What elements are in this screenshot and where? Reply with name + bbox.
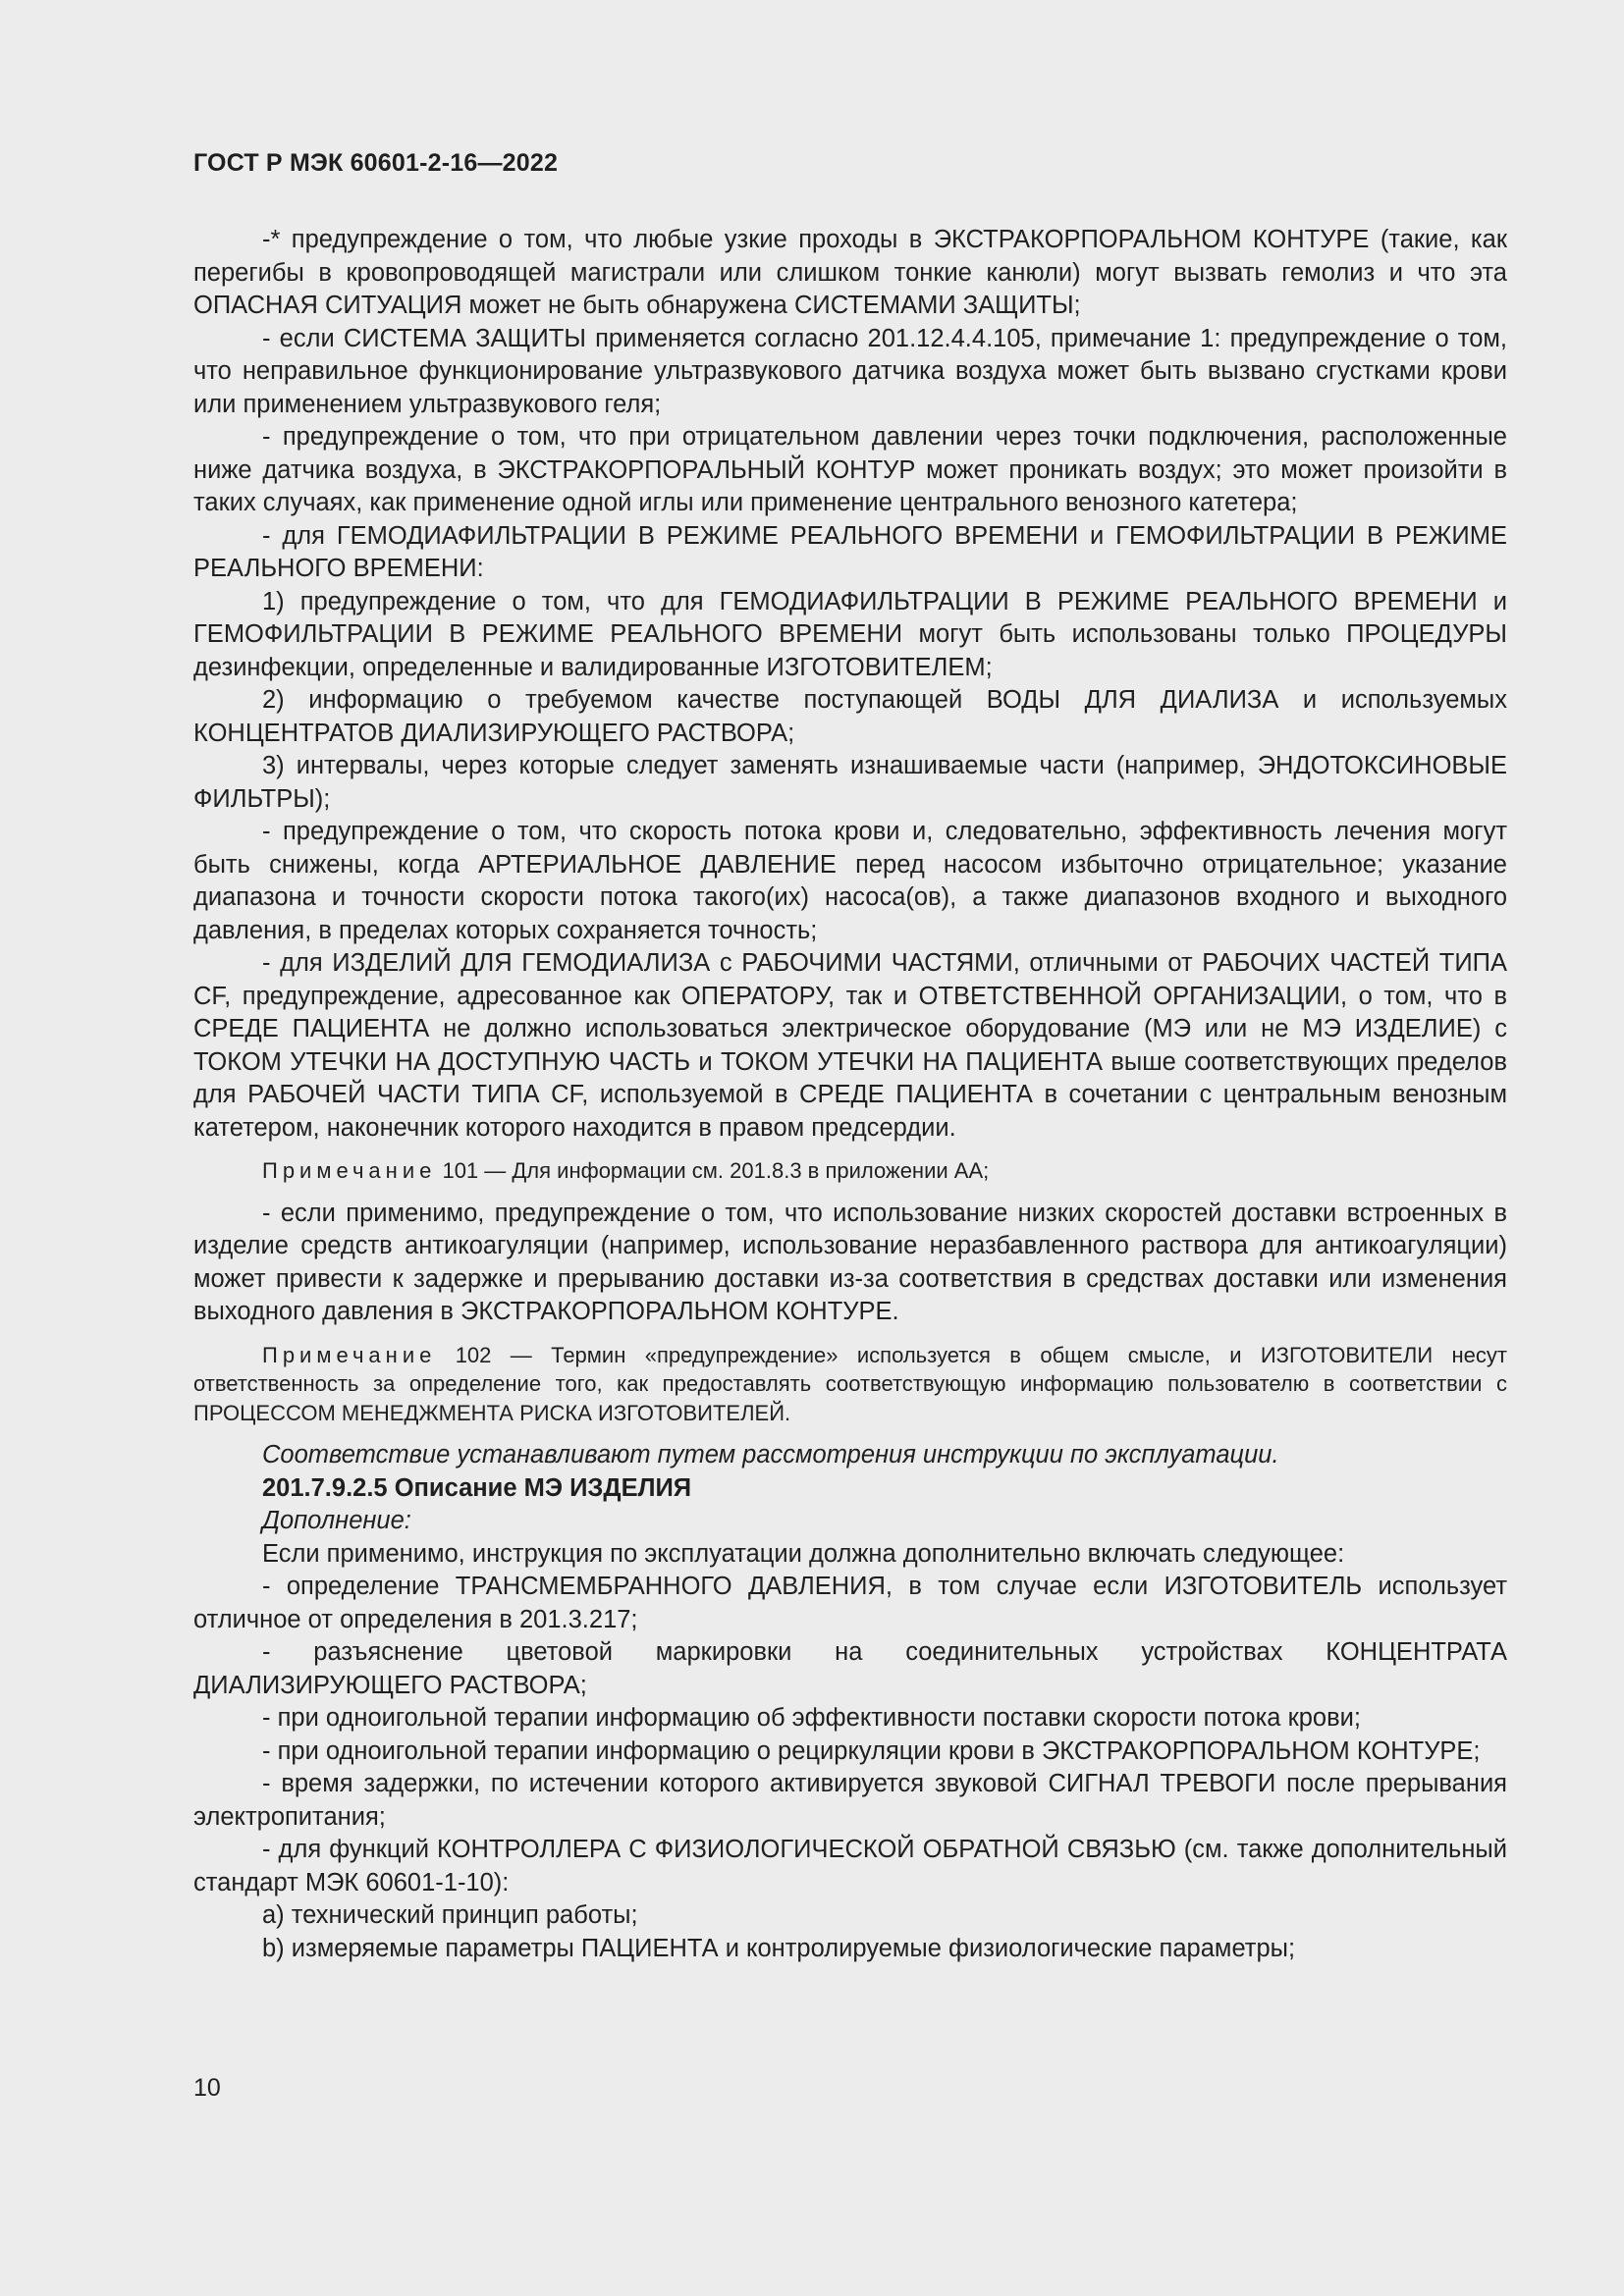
- note-102: [193, 1341, 1507, 1428]
- list-item: - при одноигольной терапии информацию о рециркуляции крови в ЭКСТРАКОРПОРАЛЬНОМ КОНТУРЕ;: [262, 1736, 1481, 1765]
- page-number: 10: [193, 2074, 221, 2102]
- list-item: - разъяснение цветовой маркировки на соединительных устройствах КОНЦЕНТРАТА ДИАЛИЗИРУЮЩЕГО РАСТВОРА;: [193, 1638, 1507, 1699]
- addition-label: Дополнение:: [262, 1507, 411, 1534]
- note-101: [193, 1156, 1507, 1186]
- paragraph: 2) информацию о требуемом качестве поступающей ВОДЫ ДЛЯ ДИАЛИЗА и используемых КОНЦЕНТРАТОВ ДИАЛИЗИРУЮЩЕГО РАСТВОРА;: [193, 686, 1507, 747]
- note-label: Примечание: [262, 1158, 437, 1183]
- intro-paragraph: Если применимо, инструкция по эксплуатации должна дополнительно включать следующее:: [262, 1539, 1345, 1568]
- paragraph: 3) интервалы, через которые следует заменять изнашиваемые части (например, ЭНДОТОКСИНОВЫЕ ФИЛЬТРЫ);: [193, 752, 1507, 813]
- list-item: b) измеряемые параметры ПАЦИЕНТА и контролируемые физиологические параметры;: [262, 1934, 1296, 1962]
- note-label: Примечание: [262, 1342, 437, 1367]
- list-item: a) технический принцип работы;: [262, 1901, 638, 1929]
- compliance-statement: Соответствие устанавливают путем рассмотрения инструкции по эксплуатации.: [262, 1441, 1279, 1468]
- note-text: 101 — Для информации см. 201.8.3 в приложении АА;: [436, 1158, 990, 1183]
- paragraph: -* предупреждение о том, что любые узкие проходы в ЭКСТРАКОРПОРАЛЬНОМ КОНТУРЕ (такие, как перегибы в кровопроводящей магистрали или слишком тонкие канюли) могут вызвать гемолиз и что эта ОПАСНАЯ СИТУАЦИЯ может не быть обнаружена СИСТЕМАМИ ЗАЩИТЫ;: [193, 226, 1507, 319]
- section-heading: 201.7.9.2.5 Описание МЭ ИЗДЕЛИЯ: [262, 1473, 692, 1502]
- paragraph: - для ГЕМОДИАФИЛЬТРАЦИИ В РЕЖИМЕ РЕАЛЬНОГО ВРЕМЕНИ и ГЕМОФИЛЬТРАЦИИ В РЕЖИМЕ РЕАЛЬНОГО ВРЕМЕНИ:: [193, 521, 1507, 582]
- list-item: - время задержки, по истечении которого активируется звуковой СИГНАЛ ТРЕВОГИ после прерывания электропитания;: [193, 1770, 1507, 1831]
- list-item: - определение ТРАНСМЕМБРАННОГО ДАВЛЕНИЯ, в том случае если ИЗГОТОВИТЕЛЬ использует отличное от определения в 201.3.217;: [193, 1573, 1507, 1633]
- page-body: [193, 224, 1507, 1965]
- paragraph: - для ИЗДЕЛИЙ ДЛЯ ГЕМОДИАЛИЗА с РАБОЧИМИ ЧАСТЯМИ, отличными от РАБОЧИХ ЧАСТЕЙ ТИПА CF, предупреждение, адресованное как ОПЕРАТОРУ, так и ОТВЕТСТВЕННОЙ ОРГАНИЗАЦИИ, о том, что в СРЕДЕ ПАЦИЕНТА не должно использоваться электрическое оборудование (МЭ или не МЭ ИЗДЕЛИЕ) с ТОКОМ УТЕЧКИ НА ДОСТУПНУЮ ЧАСТЬ и ТОКОМ УТЕЧКИ НА ПАЦИЕНТА выше соответствующих пределов для РАБОЧЕЙ ЧАСТИ ТИПА CF, используемой в СРЕДЕ ПАЦИЕНТА в сочетании с центральным венозным катетером, наконечник которого находится в правом предсердии.: [193, 949, 1507, 1142]
- paragraph: - предупреждение о том, что при отрицательном давлении через точки подключения, расположенные ниже датчика воздуха, в ЭКСТРАКОРПОРАЛЬНЫЙ КОНТУР может проникать воздух; это может произойти в таких случаях, как применение одной иглы или применение центрального венозного катетера;: [193, 423, 1507, 516]
- paragraph: - если применимо, предупреждение о том, что использование низких скоростей доставки встроенных в изделие средств антикоагуляции (например, использование неразбавленного раствора для антикоагуляции) может привести к задержке и прерыванию доставки из-за соответствия в средствах доставки или изменения выходного давления в ЭКСТРАКОРПОРАЛЬНОМ КОНТУРЕ.: [193, 1199, 1507, 1325]
- document-header: ГОСТ Р МЭК 60601-2-16—2022: [193, 149, 559, 177]
- paragraph: - предупреждение о том, что скорость потока крови и, следовательно, эффективность лечения могут быть снижены, когда АРТЕРИАЛЬНОЕ ДАВЛЕНИЕ перед насосом избыточно отрицательное; указание диапазона и точности скорости потока такого(их) насоса(ов), а также диапазонов входного и выходного давления, в пределах которых сохраняется точность;: [193, 818, 1507, 944]
- list-item: - при одноигольной терапии информацию об эффективности поставки скорости потока крови;: [262, 1704, 1361, 1732]
- note-text: 102 — Термин «предупреждение» используется в общем смысле, и ИЗГОТОВИТЕЛИ несут ответственность за определение того, как предоставлять соответствующую информацию пользователю в соответствии с ПРОЦЕССОМ МЕНЕДЖМЕНТА РИСКА ИЗГОТОВИТЕЛЕЙ.: [193, 1342, 1507, 1425]
- paragraph: - если СИСТЕМА ЗАЩИТЫ применяется согласно 201.12.4.4.105, примечание 1: предупреждение о том, что неправильное функционирование ультразвукового датчика воздуха может быть вызвано сгустками крови или применением ультразвукового геля;: [193, 324, 1507, 418]
- list-item: - для функций КОНТРОЛЛЕРА С ФИЗИОЛОГИЧЕСКОЙ ОБРАТНОЙ СВЯЗЬЮ (см. также дополнительный стандарт МЭК 60601-1-10):: [193, 1836, 1507, 1896]
- paragraph: 1) предупреждение о том, что для ГЕМОДИАФИЛЬТРАЦИИ В РЕЖИМЕ РЕАЛЬНОГО ВРЕМЕНИ и ГЕМОФИЛЬТРАЦИИ В РЕЖИМЕ РЕАЛЬНОГО ВРЕМЕНИ могут быть использованы только ПРОЦЕДУРЫ дезинфекции, определенные и валидированные ИЗГОТОВИТЕЛЕМ;: [193, 587, 1507, 681]
